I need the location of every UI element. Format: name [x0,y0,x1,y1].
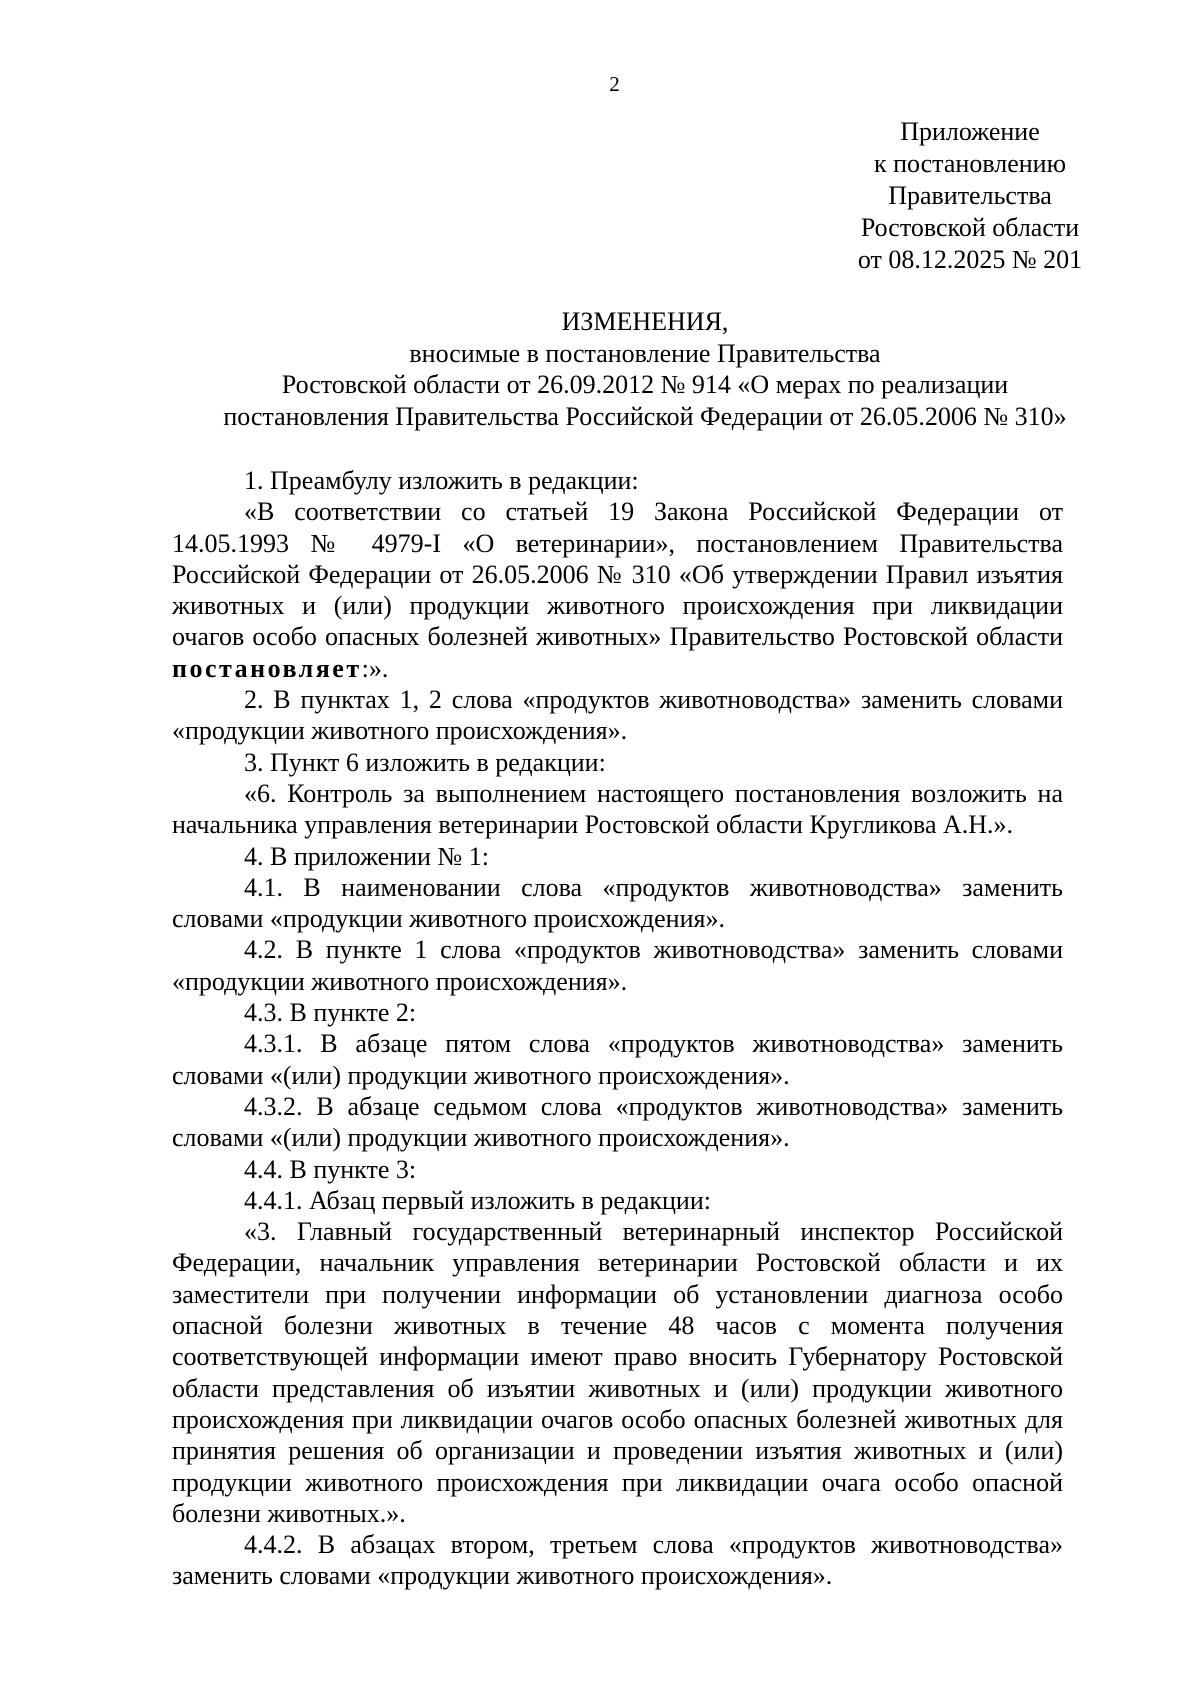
preamble-text: «В соответствии со статьей 19 Закона Российской Федерации от 14.05.1993 № 4979-I «О ветеринарии», постановлением Правительства Российской Федерации от 26.05.2006 № 310 «Об утверждении Правил изъятия животных и (или) продукции животного происхождения при ликвидации очагов особо опасных болезней животных» Правительство Ростовской области [172,497,1063,652]
appendix-title: Приложение [900,117,1040,146]
appendix-line: к постановлению [873,149,1067,178]
page-number: 2 [609,72,620,96]
paragraph-4-3-1: 4.3.1. В абзаце пятом слова «продуктов животноводства» заменить словами «(или) продукции животного происхождения». [172,1029,1063,1090]
appendix-date-number: от 08.12.2025 № 201 [857,245,1083,274]
paragraph-4-3: 4.3. В пункте 2: [244,998,417,1028]
heading-title: ИЗМЕНЕНИЯ, [561,307,729,336]
document-body [172,465,1063,1592]
paragraph-3: 3. Пункт 6 изложить в редакции: [244,747,606,777]
heading-subtitle-line: Ростовской области от 26.09.2012 № 914 «О мерах по реализации [281,370,1009,399]
paragraph-4-2: 4.2. В пункте 1 слова «продуктов животноводства» заменить словами «продукции животного происхождения». [172,935,1063,996]
paragraph-1: 1. Преамбулу изложить в редакции: [244,466,639,495]
appendix-block [760,116,1180,276]
heading-subtitle-line: вносимые в постановление Правительства [409,338,881,368]
appendix-line: Ростовской области [860,213,1080,242]
paragraph-preamble [172,496,1063,684]
preamble-bold-word: постановляет [172,653,362,683]
paragraph-4: 4. В приложении № 1: [244,841,489,871]
heading-subtitle-line: постановления Правительства Российской Федерации от 26.05.2006 № 310» [223,401,1067,431]
paragraph-3-text: «6. Контроль за выполнением настоящего постановления возложить на начальника управления ветеринарии Ростовской области Кругликова А.Н.». [172,778,1063,840]
paragraph-4-1: 4.1. В наименовании слова «продуктов животноводства» заменить словами «продукции животного происхождения». [172,872,1063,934]
paragraph-4-4-1-text: «3. Главный государственный ветеринарный инспектор Российской Федерации, начальник управления ветеринарии Ростовской области и их заместители при получении информации об установлении диагноза особо опасной болезни животных в течение 48 часов с момента получения соответствующей информации имеют право вносить Губернатору Ростовской области представления об изъятии животных и (или) продукции животного происхождения при ликвидации очагов особо опасных болезней животных для принятия решения об организации и проведении изъятия животных и (или) продукции животного происхождения при ликвидации очага особо опасной болезни животных.». [172,1217,1063,1528]
paragraph-4-4: 4.4. В пункте 3: [244,1154,417,1184]
paragraph-4-4-2: 4.4.2. В абзацах втором, третьем слова «продуктов животноводства» заменить словами «продукции животного происхождения». [172,1530,1063,1591]
paragraph-4-3-2: 4.3.2. В абзаце седьмом слова «продуктов животноводства» заменить словами «(или) продукции животного происхождения». [172,1091,1063,1153]
paragraph-4-4-1: 4.4.1. Абзац первый изложить в редакции: [244,1185,711,1215]
document-heading [150,306,1140,432]
paragraph-2: 2. В пунктах 1, 2 слова «продуктов животноводства» заменить словами «продукции животного происхождения». [172,685,1063,746]
appendix-line: Правительства [888,181,1052,210]
preamble-tail: :». [361,653,389,683]
